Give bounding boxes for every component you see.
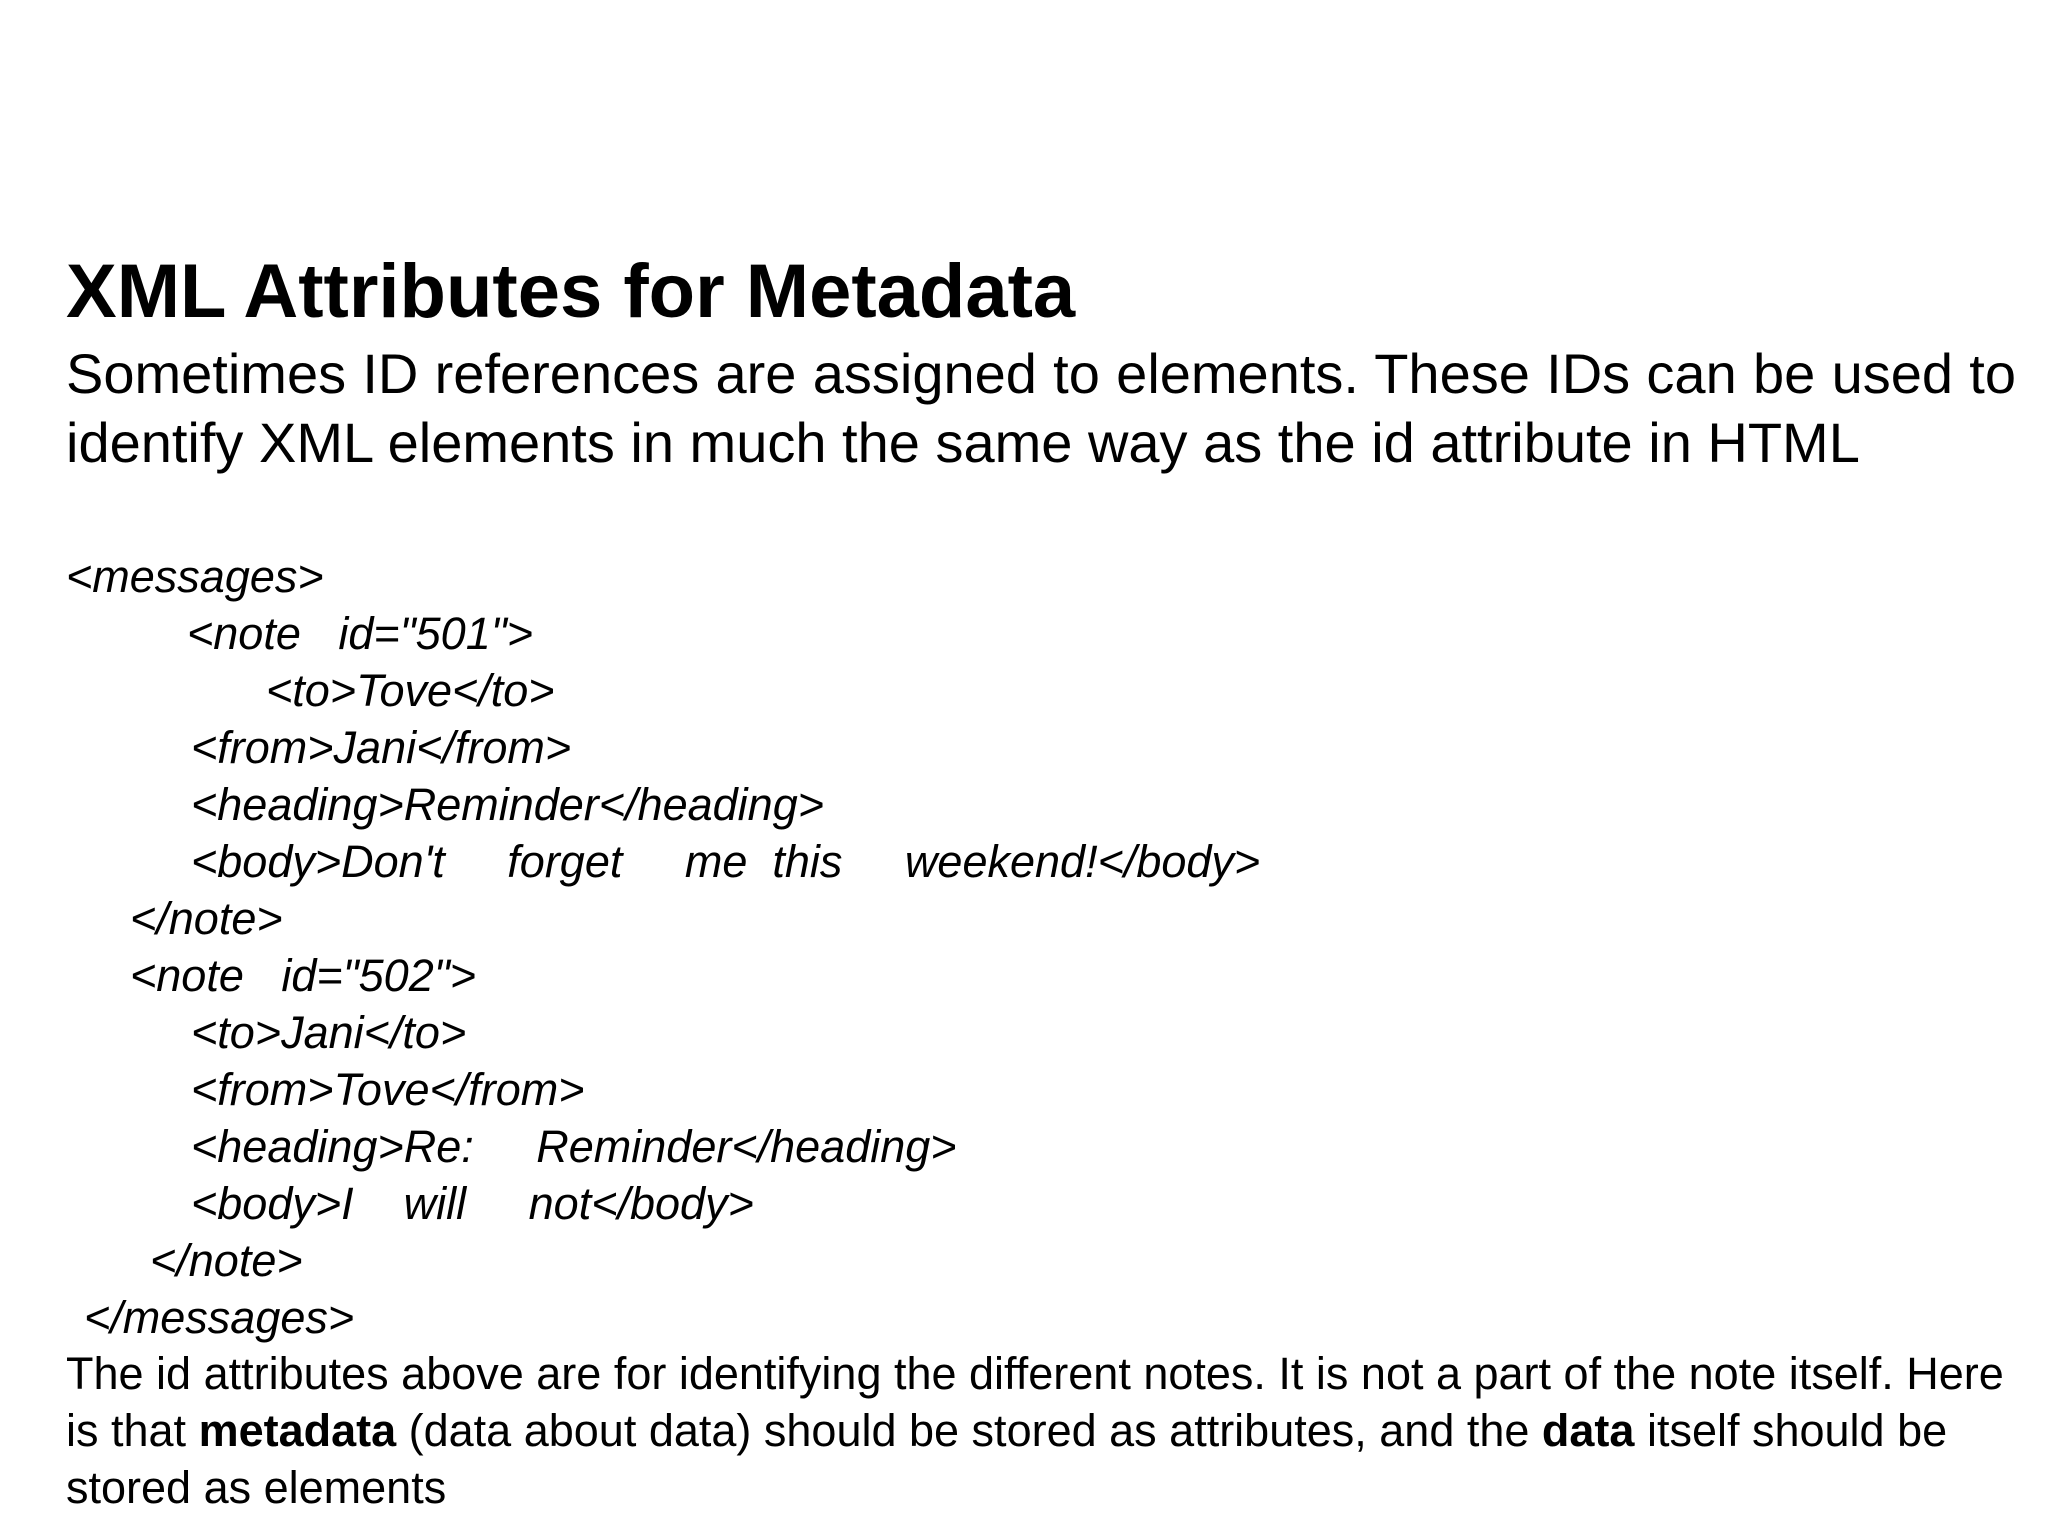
code-line: <to>Jani</to>	[191, 1007, 467, 1058]
code-line: </note>	[150, 1235, 303, 1286]
outro-text: itself should be stored as elements	[66, 1405, 1948, 1513]
intro-paragraph: Sometimes ID references are assigned to elements. These IDs can be used to identify XML elements in much the same way as the id attribute in HTML	[66, 342, 2016, 474]
code-line: <to>Tove</to>	[266, 665, 555, 716]
code-line: <body>Don't forget me this weekend!</body>	[191, 836, 1261, 887]
outro-paragraph	[66, 1345, 2026, 1516]
code-line: </note>	[130, 893, 283, 944]
code-line: <heading>Re: Reminder</heading>	[191, 1121, 957, 1172]
outro-bold-data: data	[1541, 1405, 1635, 1456]
code-line: <from>Tove</from>	[191, 1064, 585, 1115]
slide-title: XML Attributes for Metadata	[66, 249, 1076, 334]
outro-bold-metadata: metadata	[198, 1405, 397, 1456]
code-line: <note id="501">	[187, 608, 533, 659]
outro-text: (data about data) should be stored as attributes, and the	[396, 1405, 1542, 1456]
code-line: <messages>	[66, 551, 324, 602]
code-line: <body>I will not</body>	[191, 1178, 754, 1229]
code-line: <note id="502">	[130, 950, 476, 1001]
code-line: </messages>	[84, 1292, 355, 1343]
code-line: <heading>Reminder</heading>	[191, 779, 825, 830]
outro-text: The id attributes above are for identifying the different notes. It is not a part of the note itself. Here is that	[66, 1348, 2004, 1456]
code-line: <from>Jani</from>	[191, 722, 572, 773]
